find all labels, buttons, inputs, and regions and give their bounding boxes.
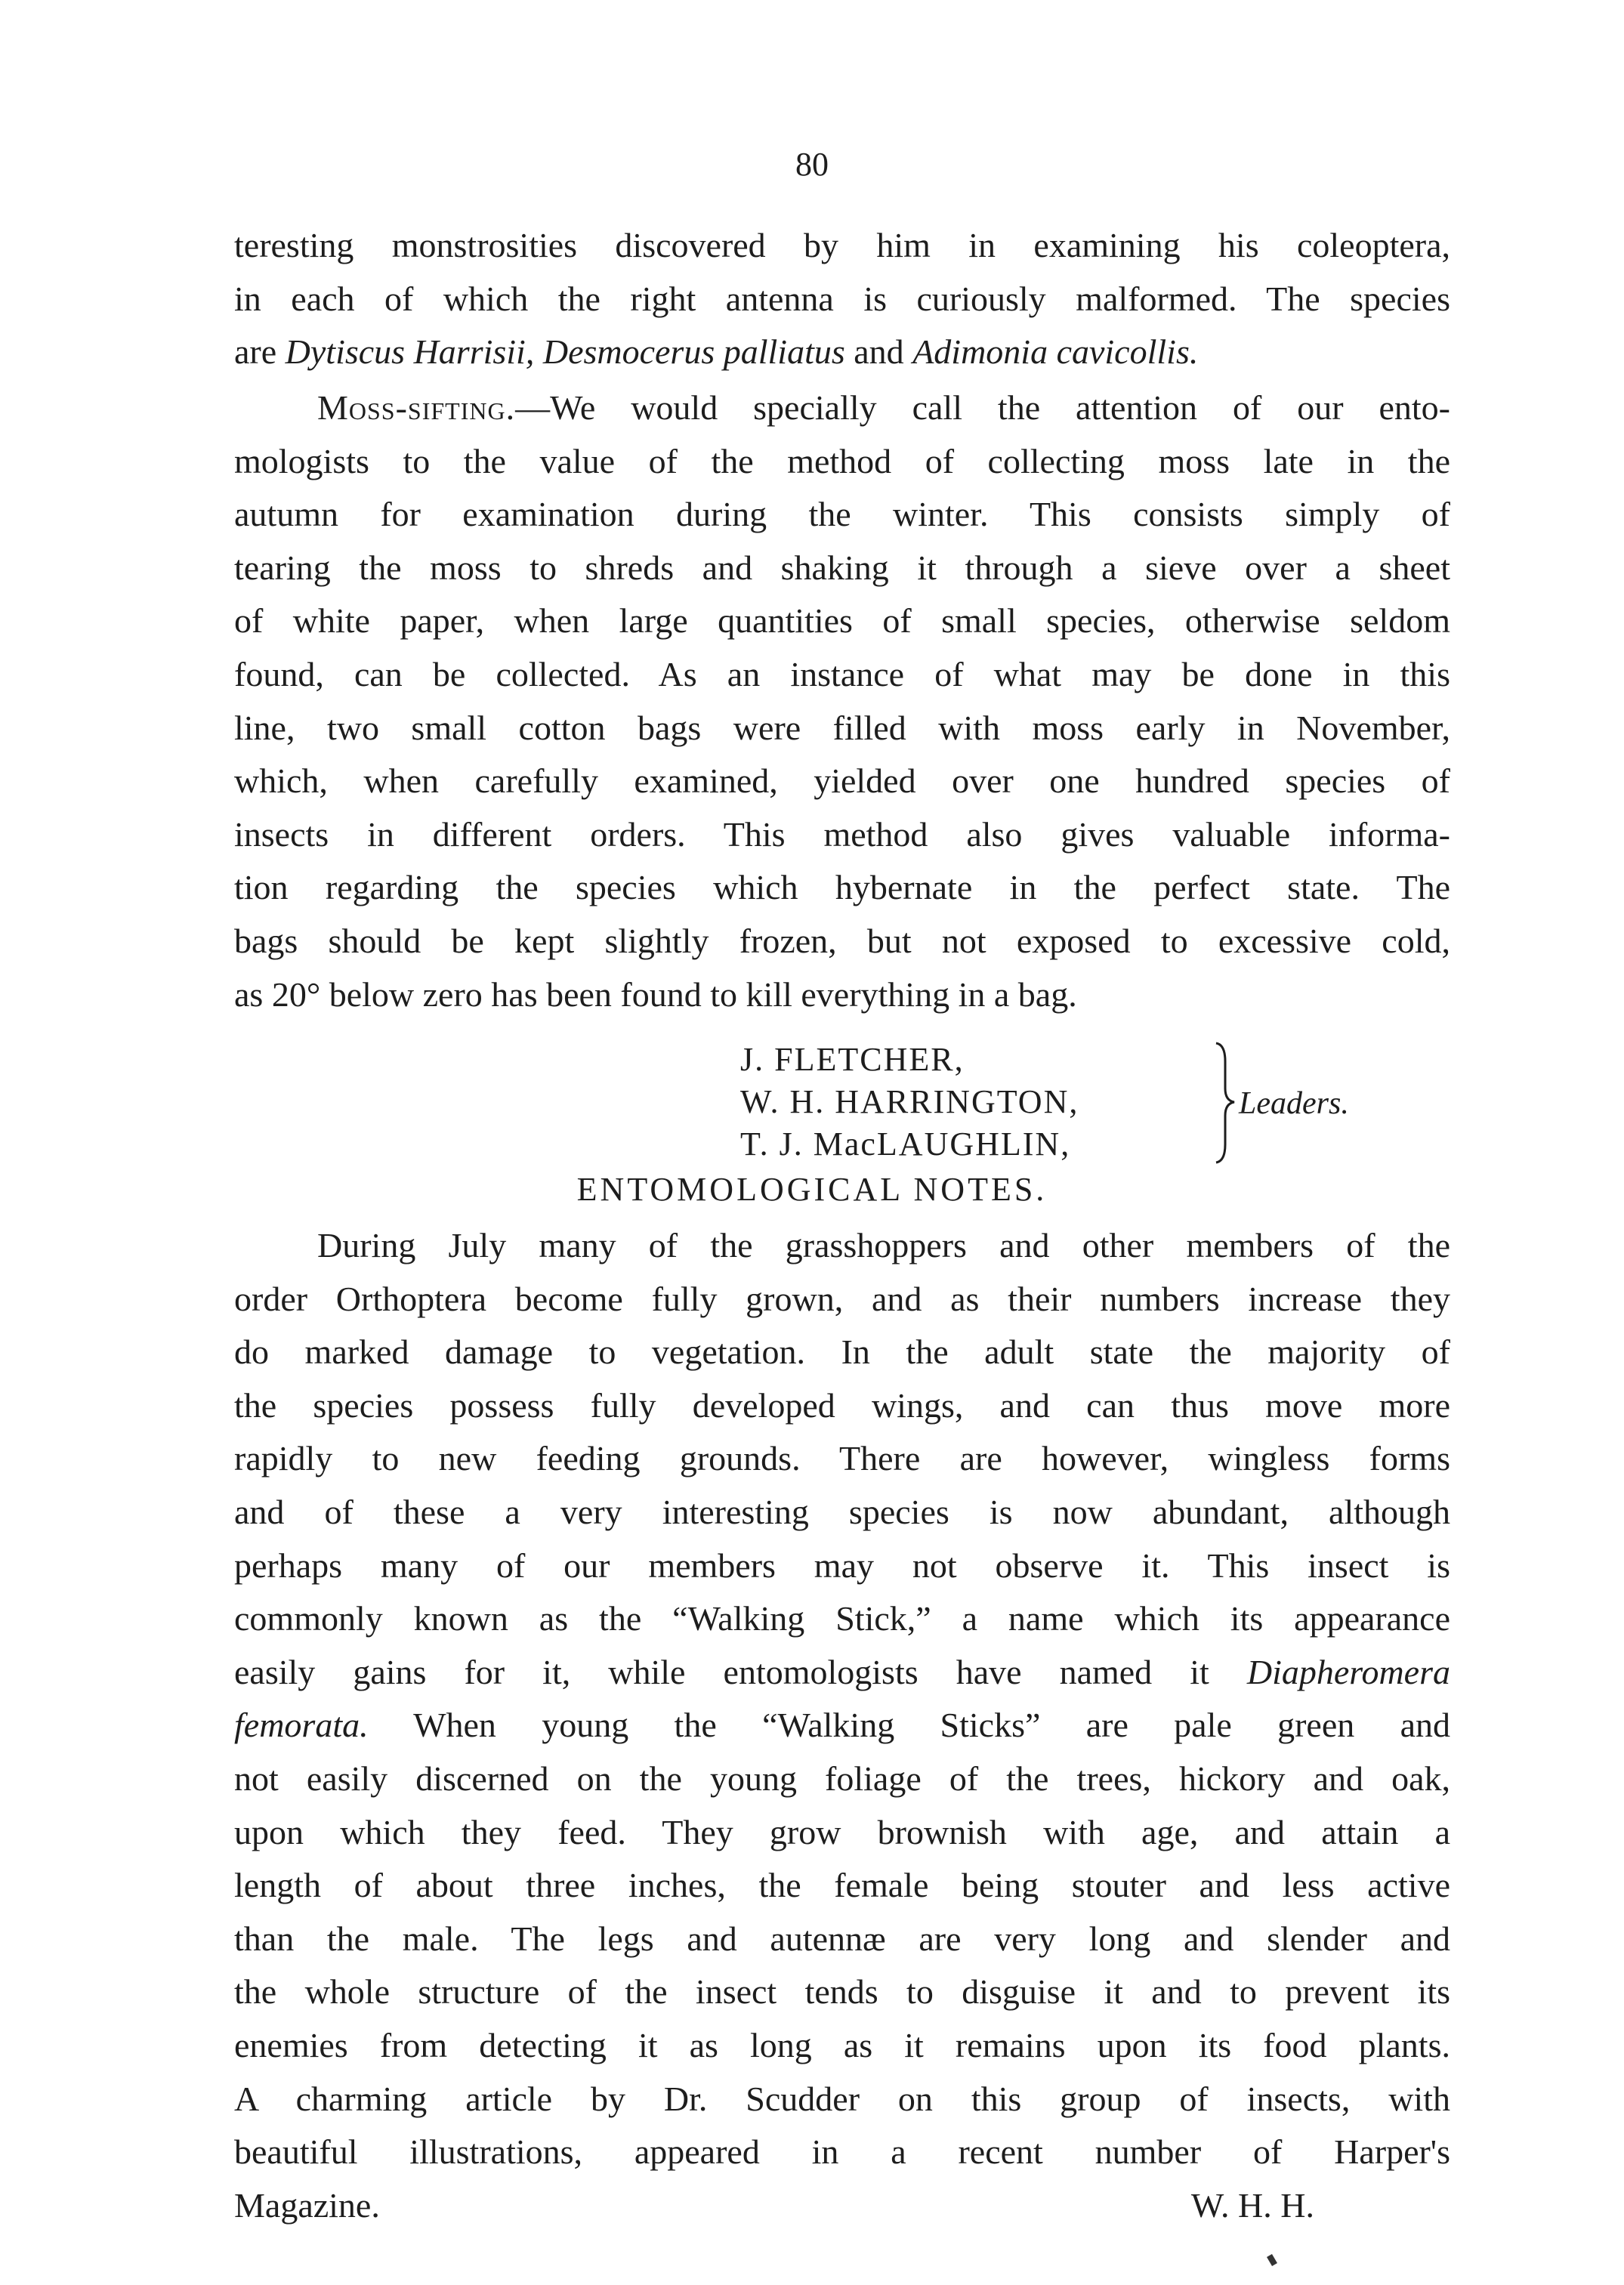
text-line: not easily discerned on the young foliage of the trees, hickory and oak, [234,1759,1450,1798]
brace-icon [1213,1039,1239,1166]
text-line: which, when carefully examined, yielded over one hundred species of [234,761,1450,801]
text-span: easily gains for it, while entomologists have named it [234,1652,1247,1691]
species-name: Dytiscus Harrisii, [285,332,535,372]
text-line: tion regarding the species which hybernate in the perfect state. The [234,868,1450,907]
text-line: the whole structure of the insect tends to disguise it and to prevent its [234,1972,1450,2012]
text-line [234,326,1450,379]
text-line: and of these a very interesting species is now abundant, although [234,1492,1450,1531]
leader-name: J. FLETCHER, [740,1041,965,1078]
species-name: Desmocerus palliatus [542,332,845,372]
leader-name: W. H. HARRINGTON, [740,1083,1079,1120]
text-line: as 20° below zero has been found to kill everything in a bag. [234,974,1077,1014]
text-span: Magazine. [234,2185,380,2225]
paragraph-monstrosities [234,219,1450,379]
text-span: are [234,332,286,372]
text-line [234,1646,1450,1700]
species-name: Diapheromera [1246,1652,1450,1691]
text-line: perhaps many of our members may not observe it. This insect is [234,1545,1450,1585]
text-line: tearing the moss to shreds and shaking it through a sieve over a sheet [234,548,1450,587]
text-line [234,2179,1450,2233]
text-span: and [844,332,913,372]
text-line: found, can be collected. As an instance of what may be done in this [234,654,1450,693]
text-span: When young the “Walking Sticks” are pale green and [368,1706,1450,1745]
leaders-signature-block [740,1039,1420,1166]
text-line [234,1699,1450,1752]
text-line: of white paper, when large quantities of small species, otherwise seldom [234,601,1450,641]
text-line: commonly known as the “Walking Stick,” a name which its appearance [234,1599,1450,1638]
text-line: teresting monstrosities discovered by him in examining his coleoptera, [234,226,1450,264]
text-line: the species possess fully developed wings, and can thus move more [234,1385,1450,1425]
author-initials: W. H. H. [1190,2185,1314,2225]
text-line: order Orthoptera become fully grown, and as their numbers increase they [234,1279,1450,1318]
text-line: mologists to the value of the method of collecting moss late in the [234,441,1450,480]
text-line: upon which they feed. They grow brownish with age, and attain a [234,1812,1450,1851]
text-line: bags should be kept slightly frozen, but not exposed to excessive cold, [234,921,1450,960]
text-line: enemies from detecting it as long as it remains upon its food plants. [234,2025,1450,2064]
text-span: —We would specially call the attention of our ento- [515,388,1450,427]
section-heading: ENTOMOLOGICAL NOTES. [576,1171,1048,1208]
text-line: do marked damage to vegetation. In the adult state the majority of [234,1332,1450,1372]
species-name: femorata. [234,1706,369,1745]
text-line [234,381,1450,435]
text-line: rapidly to new feeding grounds. There are however, wingless forms [234,1439,1450,1478]
text-line: insects in different orders. This method also gives valuable informa- [234,814,1450,854]
text-line: A charming article by Dr. Scudder on this group of insects, with [234,2079,1450,2118]
text-line: in each of which the right antenna is curiously malformed. The species [234,279,1450,318]
species-name: Adimonia cavicollis. [912,332,1199,372]
text-line: length of about three inches, the female being stouter and less active [234,1866,1450,1905]
paragraph-walking-stick [234,1219,1450,2232]
text-line: autumn for examination during the winter. This consists simply of [234,495,1450,534]
text-line: During July many of the grasshoppers and other members of the [317,1226,1450,1264]
paragraph-moss-sifting [234,381,1450,1021]
text-line: beautiful illustrations, appeared in a recent number of Harper's [234,2132,1450,2172]
text-line: line, two small cotton bags were filled with moss early in November, [234,708,1450,747]
leader-name: T. J. MacLAUGHLIN, [740,1126,1071,1163]
page-number: 80 [795,146,829,183]
section-title: Moss-sifting. [317,388,516,427]
leaders-label: Leaders. [1239,1086,1349,1121]
print-mark [1267,2254,1277,2266]
text-line: than the male. The legs and autennæ are very long and slender and [234,1919,1450,1958]
